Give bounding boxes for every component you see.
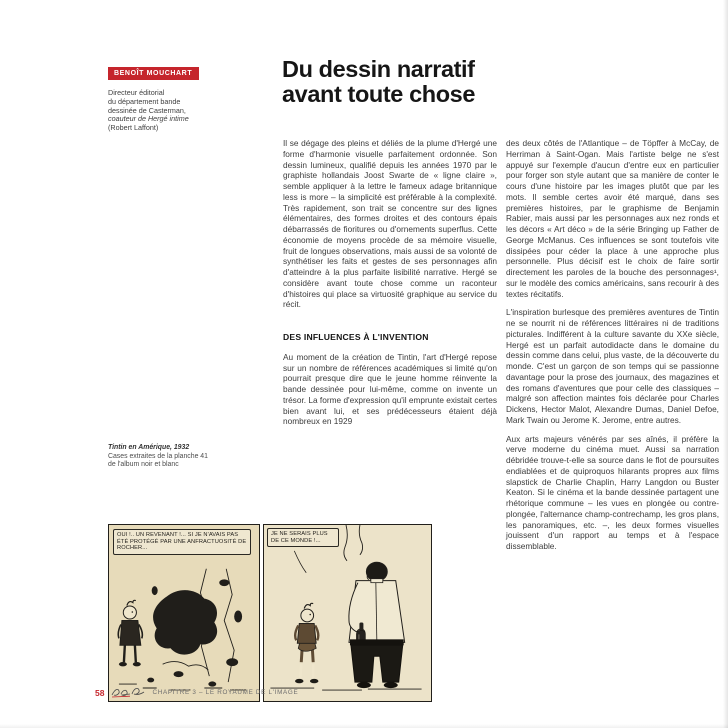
tintin-figure (295, 603, 318, 683)
page-title-line-2: avant toute chose (282, 81, 475, 107)
author-bio-line: du département bande (108, 96, 181, 106)
paragraph: Au moment de la création de Tintin, l'art d'Hergé repose sur un nombre de références académiques si limité qu'on pourrait presque dire que le jeune homme réinvente la bande dessinée pour lui-même, comme on invente un trésor. La forme d'expression qu'il emprunte existait certes bien avant lui, et ses prédécesseurs étaient déjà nombreux en 1929 (283, 351, 497, 427)
paragraph: Aux arts majeurs vénérés par ses aînés, il préfère la verve moderne du cinéma muet. Aussi sa narration débridée trouve-t-elle sa source dans le flot de poursuites endiablées et de quiproquos hilarants propres aux films slapstick de Charlie Chaplin, Harry Langdon ou Buster Keaton. Si le cinéma et la bande dessinée partagent une rhétorique commune – les vues en plongée ou contre-plongée, l'alternance champ-contrechamp, les gros plans, les panoramiques, etc. –, les deux formes visuelles jouissent d'un rapport au temps et à l'espace dissemblable. (506, 433, 719, 551)
author-bio-line: dessinée de Casterman, (108, 105, 186, 115)
paragraph: L'inspiration burlesque des premières aventures de Tintin ne se nourrit ni de références littéraires ni de traditions picturales. Indifférent à la culture savante du XXe siècle, Hergé est un parfait autodidacte dans le domaine du dessin comme dans celui, plus vaste, de la découverte du monde. C'est un garçon de son temps qui se passionne davantage pour la prose des journaux, des magazines et des romans d'aventures que pour celle des classiques – malgré son affection maintes fois déclarée pour Charles Dickens, Hector Malot, Alexandre Dumas, Daniel Defoe, Mark Twain ou Jerome K. Jerome, entre autres. (506, 307, 719, 425)
page-edge-shadow-bottom (0, 724, 728, 728)
comic-strip (108, 524, 432, 702)
speech-bubble: JE NE SERAIS PLUS DE CE MONDE !... (267, 528, 339, 547)
body-column-left (283, 138, 497, 427)
comic-panel-1 (108, 524, 260, 702)
rock-shadow-blobs (147, 579, 242, 686)
page-footer (95, 686, 298, 699)
author-name-tag: BENOÎT MOUCHART (108, 67, 199, 80)
herge-signature-icon (110, 686, 146, 699)
page-title (282, 57, 475, 107)
comic-panel-2-art (264, 525, 430, 700)
body-column-right (506, 138, 719, 552)
paragraph: Il se dégage des pleins et déliés de la plume d'Hergé une forme d'harmonie visuelle parfaitement ordonnée. Son dessin lumineux, qualifié depuis les années 1970 par le graphiste hollandais Joost Swarte de « ligne claire », semble appliquer à la lettre le fameux adage britannique less is more – la simplicité est préférable à la complexité. Très rapidement, son trait se concentre sur des lignes élémentaires, des formes droites et des contours épais débarrassés de fioritures ou d'ornements superflus. Cette économie de moyens procède de sa mémoire visuelle, fruit de longues observations, mais aussi de sa volonté de synthétiser les faits et gestes de ses personnages afin d'atteindre à la plus parfaite lisibilité narrative. Hergé se considère avant toute chose comme un raconteur d'histoires qui place sa virtuosité graphique au service du récit. (283, 138, 497, 310)
tintin-figure (118, 600, 142, 666)
section-heading: DES INFLUENCES À L'INVENTION (283, 332, 429, 342)
page-number: 58 (95, 687, 105, 698)
caption-line: Cases extraites de la planche 41 (108, 452, 208, 460)
author-bio-publisher: (Robert Laffont) (108, 123, 159, 133)
chapter-label: CHAPITRE 3 – LE ROYAUME DE L'IMAGE (152, 689, 299, 696)
speech-bubble: OUI !.. UN REVENANT !... SI JE N'AVAIS PAS ÉTÉ PROTÉGÉ PAR UNE ANFRACTUOSITÉ DE ROCHER... (113, 529, 251, 555)
paragraph: des deux côtés de l'Atlantique – de Töpffer à McCay, de Herriman à Saint-Ogan. Mais l'artiste belge ne s'est appuyé sur l'exemple d'aucun d'entre eux en particulier pour forger son style autant que sa manière de conter le cours d'une histoire par les images plutôt que par les mots. Il semble certes avoir été marqué, dans ses premières histoires, par le graphisme de Benjamin Rabier, mais aussi par les personnages aux nez ronds et les décors « Art déco » de la série Bringing up Father de George McManus. Ces influences se sont toutefois vite dissipées pour céder la place à une approche plus personnelle. Plus décisif est le choix de faire sortir directement les paroles de la bouche des personnages¹, sur le modèle des comics américains, sans recourir à des textes récitatifs. (506, 138, 719, 299)
caption-line: de l'album noir et blanc (108, 461, 179, 469)
comic-panel-2 (263, 524, 432, 702)
bubble-tail (294, 551, 306, 573)
author-bio (108, 89, 238, 133)
man-figure (349, 562, 405, 688)
author-bio-book-title: coauteur de Hergé intime (108, 114, 189, 124)
image-caption (108, 444, 258, 470)
page-edge-shadow-right (723, 0, 728, 728)
caption-work-title: Tintin en Amérique, 1932 (108, 444, 190, 451)
author-bio-line: Directeur éditorial (108, 88, 165, 97)
hanging-ropes (344, 525, 363, 561)
page-title-line-1: Du dessin narratif (282, 56, 475, 82)
